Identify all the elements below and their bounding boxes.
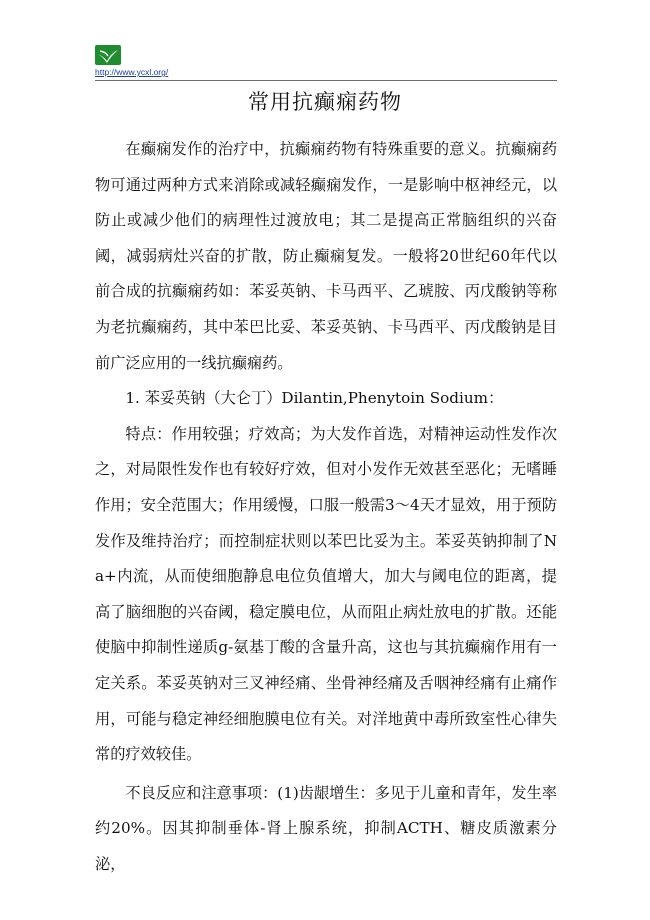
paragraph-intro: 在癫痫发作的治疗中，抗癫痫药物有特殊重要的意义。抗癫痫药物可通过两种方式来消除或减轻癫痫发作，一是影响中枢神经元，以防止或减少他们的病理性过渡放电；其二是提高正常脑组织的兴奋阈，减弱病灶兴奋的扩散，防止癫痫复发。一般将20世纪60年代以前合成的抗癫痫药如：苯妥英钠、卡马西平、乙琥胺、丙戊酸钠等称为老抗癫痫药，其中苯巴比妥、苯妥英钠、卡马西平、丙戊酸钠是目前广泛应用的一线抗癫痫药。 [95,140,557,372]
paragraph-features: 特点：作用较强；疗效高；为大发作首选，对精神运动性发作次之，对局限性发作也有较好疗效，但对小发作无效甚至恶化；无嗜睡作用；安全范围大；作用缓慢，口服一般需3～4天才显效，用于预防发作及维持治疗；而控制症状则以苯巴比妥为主。苯妥英钠抑制了Na+内流，从而使细胞静息电位负值增大，加大与阈电位的距离，提高了脑细胞的兴奋阈，稳定膜电位，从而阻止病灶放电的扩散。还能使脑中抑制性递质g-氨基丁酸的含量升高，这也与其抗癫痫作用有一定关系。苯妥英钠对三叉神经痛、坐骨神经痛及舌咽神经痛有止痛作用，可能与稳定神经细胞膜电位有关。对洋地黄中毒所致室性心律失常的疗效较佳。 [95,424,557,764]
header-divider [95,80,557,81]
document-body [95,132,557,882]
site-url-link[interactable]: http://www.ycxl.org/ [95,67,169,77]
section-heading-phenytoin: 1. 苯妥英钠（大仑丁）Dilantin,Phenytoin Sodium： [125,389,504,408]
document-title: 常用抗癫痫药物 [248,90,402,114]
page-header [95,42,557,80]
ycxl-logo-icon [95,45,121,65]
paragraph-adverse-effects: 不良反应和注意事项：(1)齿龈增生：多见于儿童和青年，发生率约20%。因其抑制垂体-肾上腺系统，抑制ACTH、糖皮质激素分泌， [95,783,557,873]
